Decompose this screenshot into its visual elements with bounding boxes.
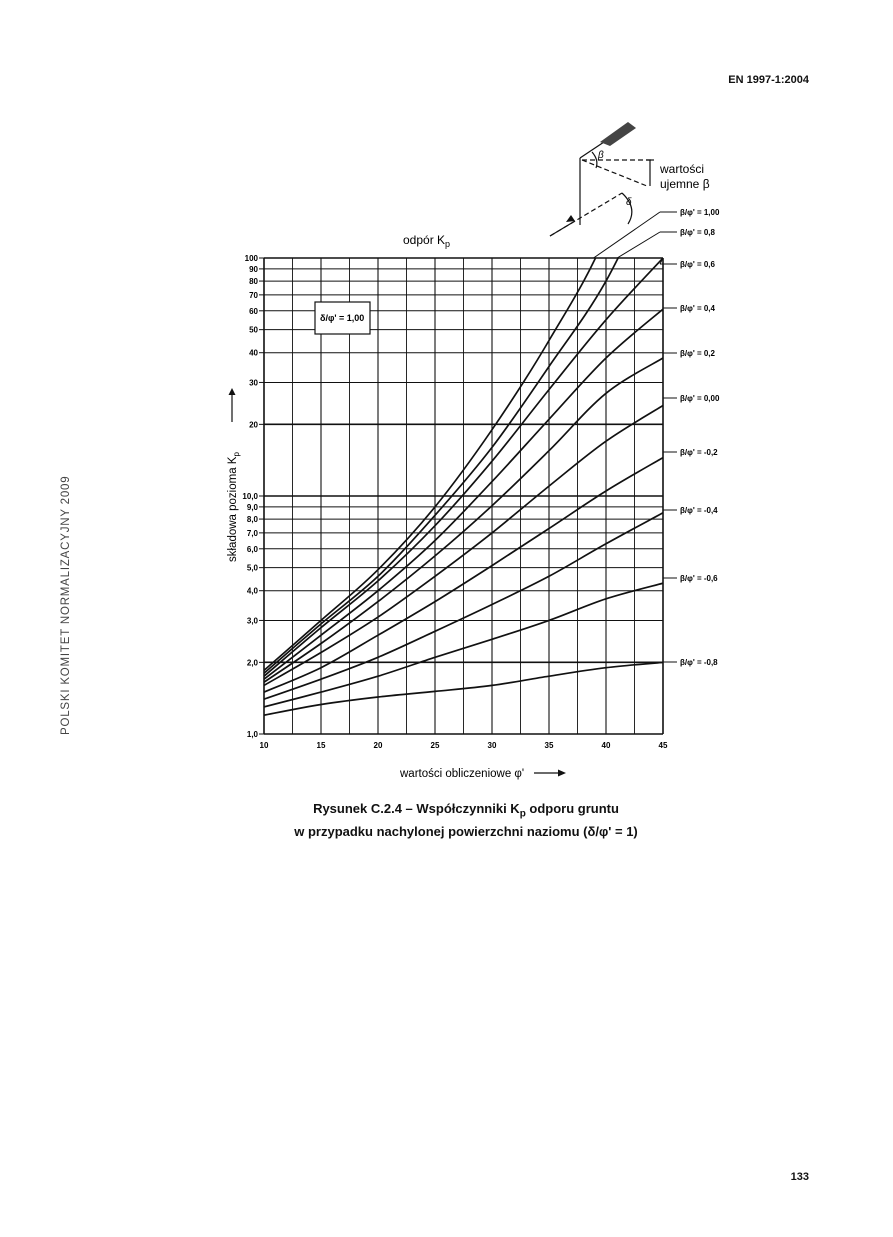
x-tick-label: 45 [658, 741, 668, 750]
curve-label: β/φ' = -0,8 [680, 658, 718, 667]
y-tick-label: 30 [249, 378, 258, 388]
y-tick-label: 7,0 [246, 528, 258, 538]
y-tick-label: 80 [249, 277, 258, 287]
x-tick-label: 40 [601, 741, 611, 750]
inset-label-negative-beta: ujemne β [660, 177, 710, 191]
inset-label-values: wartości [660, 162, 705, 176]
leader-line [617, 232, 660, 258]
leader-line [594, 212, 660, 258]
y-tick-label: 9,0 [246, 502, 258, 512]
curve-label: β/φ' = 0,4 [680, 304, 715, 313]
y-tick-label: 4,0 [246, 586, 258, 596]
y-axis-label [227, 388, 241, 562]
curve-label: β/φ' = 0,6 [680, 260, 715, 269]
x-tick-labels [260, 741, 668, 750]
y-tick-label: 8,0 [246, 515, 258, 525]
y-tick-label: 50 [249, 325, 258, 335]
curve-label: β/φ' = -0,6 [680, 574, 718, 583]
figure-caption: Rysunek C.2.4 – Współczynniki $K_p$ odporu gruntu w przypadku nachylonej powierzchni naziomu (δ/φ' = 1) [294, 801, 638, 839]
y-tick-label: 3,0 [246, 616, 258, 626]
x-tick-label: 15 [316, 741, 326, 750]
y-tick-label: 100 [244, 254, 258, 263]
curve-label: β/φ' = 1,00 [680, 208, 720, 217]
y-tick-labels [242, 254, 258, 739]
beta-symbol: β [598, 150, 604, 161]
svg-text:wartości obliczeniowe φ': wartości obliczeniowe φ' [400, 768, 525, 780]
curve-label: β/φ' = 0,00 [680, 394, 720, 403]
x-tick-label: 35 [544, 741, 554, 750]
y-tick-label: 70 [249, 290, 258, 300]
y-tick-label: 6,0 [246, 544, 258, 554]
y-tick-label: 60 [249, 306, 258, 316]
x-tick-label: 30 [487, 741, 497, 750]
curve-label: β/φ' = 0,8 [680, 228, 715, 237]
delta-ratio-label: δ/φ' = 1,00 [320, 313, 365, 323]
x-tick-label: 10 [259, 741, 269, 750]
standard-number: EN 1997-1:2004 [728, 74, 809, 86]
chart-title: odpór $K_p$ [403, 233, 451, 249]
curve-label: β/φ' = -0,2 [680, 448, 718, 457]
delta-symbol: δ [626, 197, 632, 208]
x-tick-label: 20 [373, 741, 383, 750]
curve-label: β/φ' = 0,2 [680, 349, 715, 358]
inset-diagram [550, 122, 710, 236]
y-tick-label: 20 [249, 420, 258, 430]
y-tick-label: 1,0 [246, 730, 258, 739]
y-tick-label: 2,0 [246, 658, 258, 668]
y-tick-label: 40 [249, 348, 258, 358]
svg-text:składowa pozioma Kp: składowa pozioma $K_p$ [227, 452, 241, 562]
y-tick-label: 90 [249, 264, 258, 274]
y-tick-label: 10,0 [242, 492, 258, 501]
publisher-watermark: POLSKI KOMITET NORMALIZACYJNY 2009 [60, 475, 72, 735]
y-tick-label: 5,0 [246, 563, 258, 573]
x-tick-label: 25 [430, 741, 440, 750]
page-number: 133 [790, 1171, 809, 1183]
x-axis-label [399, 768, 566, 780]
curve-label: β/φ' = -0,4 [680, 506, 718, 515]
